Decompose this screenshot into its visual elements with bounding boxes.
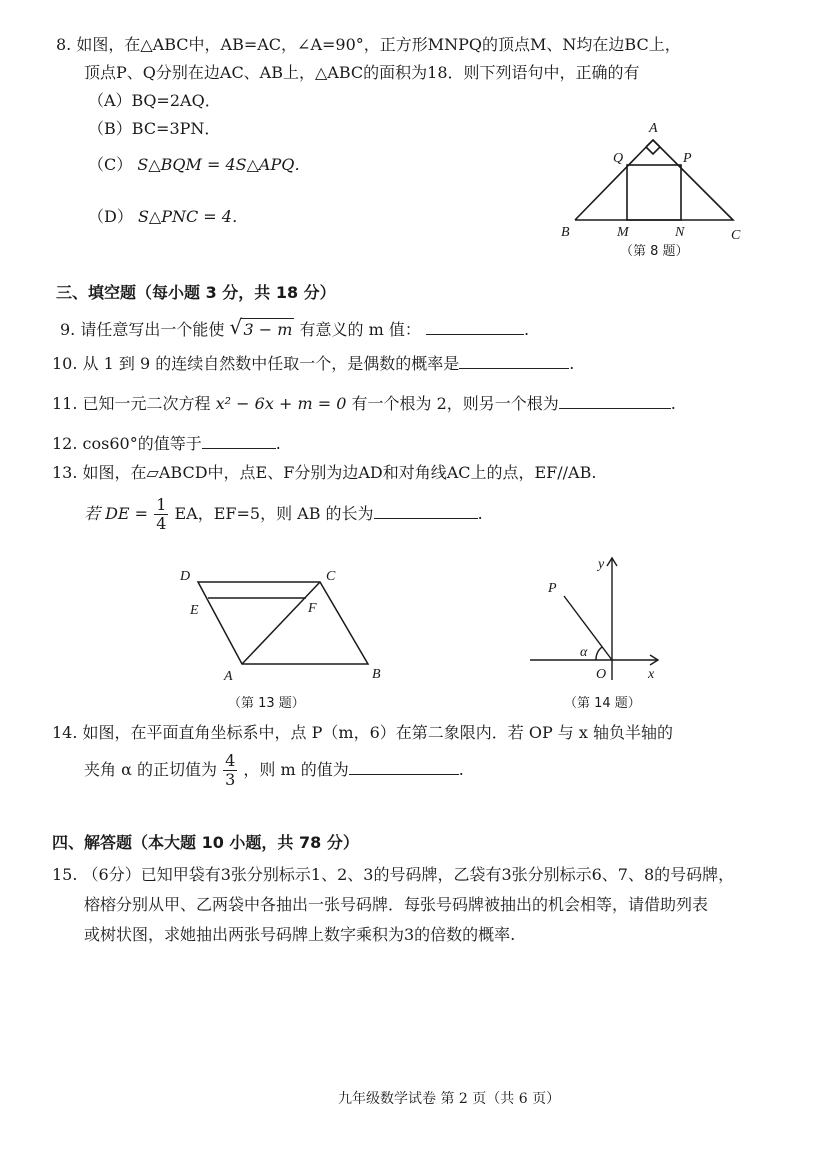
sqrt-icon: √ — [229, 315, 243, 339]
q10-number: 10. — [52, 354, 78, 373]
q13-label-b: B — [372, 667, 381, 682]
q14-prefix: 夹角 α 的正切值为 — [84, 760, 217, 779]
q13-number: 13. — [52, 463, 78, 482]
q13-answer-blank[interactable] — [374, 502, 478, 519]
section3-title: 三、填空题（每小题 3 分，共 18 分） — [56, 283, 336, 302]
q9-number: 9. — [60, 320, 76, 339]
q14-answer-blank[interactable] — [349, 758, 459, 775]
q12-answer-blank[interactable] — [202, 432, 276, 449]
q14-frac-num: 4 — [225, 751, 236, 770]
q14-suffix: ，则 m 的值为 — [243, 760, 349, 779]
q14-stem-line2 — [84, 750, 464, 790]
angle-alpha-arc — [596, 647, 602, 660]
q10-end: . — [569, 354, 575, 373]
q8-label-b: B — [561, 225, 570, 240]
q13-end: . — [477, 504, 483, 523]
q8-number: 8. — [56, 35, 72, 54]
q12 — [52, 432, 281, 455]
q13-diagonal-ac — [242, 582, 320, 664]
q8-label-p: P — [683, 151, 692, 166]
q13-label-c: C — [326, 569, 336, 584]
q14-label-p: P — [548, 581, 557, 596]
q14-end: . — [458, 760, 464, 779]
q13-prefix: 若 DE = — [84, 504, 149, 523]
q8-label-m: M — [617, 225, 629, 240]
q14-caption: （第 14 题） — [564, 696, 641, 711]
q12-text: cos60°的值等于 — [82, 434, 202, 453]
q12-number: 12. — [52, 434, 78, 453]
q14-number: 14. — [52, 723, 78, 742]
q8-label-c: C — [731, 228, 741, 242]
q14-frac-den: 3 — [225, 770, 236, 789]
q8-right-angle-mark — [646, 140, 660, 154]
q10-answer-blank[interactable] — [459, 352, 569, 369]
q11 — [52, 392, 676, 415]
q8-stem-line1 — [56, 34, 681, 56]
q15-line1-text: （6分）已知甲袋有3张分别标示1、2、3的号码牌，乙袋有3张分别标示6、7、8的号码牌， — [82, 865, 735, 884]
q13-stem-line2 — [84, 494, 483, 534]
q13-label-f: F — [308, 601, 317, 616]
q8-label-a: A — [649, 121, 658, 136]
segment-op — [564, 596, 612, 660]
q8-option-d-prefix: （D） — [88, 207, 133, 226]
q11-prefix: 已知一元二次方程 — [82, 394, 211, 413]
q13-parallelogram — [198, 582, 368, 664]
q15-line1 — [52, 864, 734, 886]
q11-answer-blank[interactable] — [559, 392, 671, 409]
q11-end: . — [670, 394, 676, 413]
q13-caption: （第 13 题） — [228, 696, 305, 711]
q15-line3: 或树状图，求她抽出两张号码牌上数字乘积为3的倍数的概率. — [84, 925, 516, 944]
q13-label-e: E — [190, 603, 199, 618]
q8-option-a: （A）BQ=2AQ． — [88, 91, 221, 110]
q9-suffix: 有意义的 m 值： — [299, 320, 421, 339]
q9-prefix: 请任意写出一个能使 — [80, 320, 225, 339]
q8-label-n: N — [675, 225, 685, 240]
q13-frac-den: 4 — [156, 514, 167, 533]
q14-stem1: 如图，在平面直角坐标系中，点 P（m，6）在第二象限内．若 OP 与 x 轴负半轴的 — [82, 723, 674, 742]
q13-label-d: D — [180, 569, 191, 584]
q8-stem2: 顶点P、Q分别在边AC、AB上，△ABC的面积为18．则下列语句中，正确的有 — [84, 63, 640, 82]
q13-stem1: 如图，在▱ABCD中，点E、F分别为边AD和对角线AC上的点，EF//AB. — [82, 463, 597, 482]
q13-suffix: EA，EF=5，则 AB 的长为 — [174, 504, 374, 523]
q14-label-y: y — [598, 557, 605, 572]
q14-label-x: x — [648, 667, 655, 682]
q13-figure — [168, 560, 398, 684]
q9-radicand: 3 − m — [243, 320, 293, 339]
q8-option-d — [88, 206, 248, 228]
q15-line2: 榕榕分别从甲、乙两袋中各抽出一张号码牌．每张号码牌被抽出的机会相等，请借助列表 — [84, 895, 709, 914]
q14-label-o: O — [596, 667, 607, 682]
q15-number: 15. — [52, 865, 78, 884]
q13-frac-num: 1 — [156, 495, 167, 514]
q9-sqrt — [229, 315, 294, 341]
q13-label-a: A — [224, 669, 233, 684]
q14-label-alpha: α — [580, 645, 588, 660]
section4-title: 四、解答题（本大题 10 小题，共 78 分） — [52, 833, 359, 852]
q10 — [52, 352, 574, 375]
q8-caption: （第 8 题） — [620, 244, 689, 259]
q8-option-c-prefix: （C） — [88, 155, 133, 174]
q14-figure — [520, 550, 670, 690]
q13-stem-line1 — [52, 462, 596, 484]
q13-fraction — [154, 496, 168, 533]
q8-stem1: 如图，在△ABC中，AB=AC，∠A=90°，正方形MNPQ的顶点M、N均在边BC上， — [76, 35, 681, 54]
q9 — [60, 315, 530, 341]
q11-equation: x² − 6x + m = 0 — [215, 394, 347, 413]
q14-fraction — [223, 752, 237, 789]
q8-option-b: （B）BC=3PN． — [88, 119, 221, 138]
q14-stem-line1 — [52, 722, 673, 744]
q9-end: . — [523, 320, 530, 339]
q11-suffix: 有一个根为 2，则另一个根为 — [351, 394, 559, 413]
q9-answer-blank[interactable] — [426, 318, 524, 335]
q8-option-d-expr: S△PNC = 4． — [137, 207, 248, 226]
q8-square — [627, 165, 681, 220]
q10-text: 从 1 到 9 的连续自然数中任取一个，是偶数的概率是 — [82, 354, 460, 373]
q8-label-q: Q — [613, 151, 624, 166]
q8-figure — [555, 112, 755, 242]
q12-end: . — [275, 434, 281, 453]
q8-option-c-expr: S△BQM = 4S△APQ． — [137, 155, 311, 174]
q11-number: 11. — [52, 394, 78, 413]
page-footer: 九年级数学试卷 第 2 页（共 6 页） — [338, 1091, 561, 1107]
q8-option-c — [88, 154, 310, 176]
